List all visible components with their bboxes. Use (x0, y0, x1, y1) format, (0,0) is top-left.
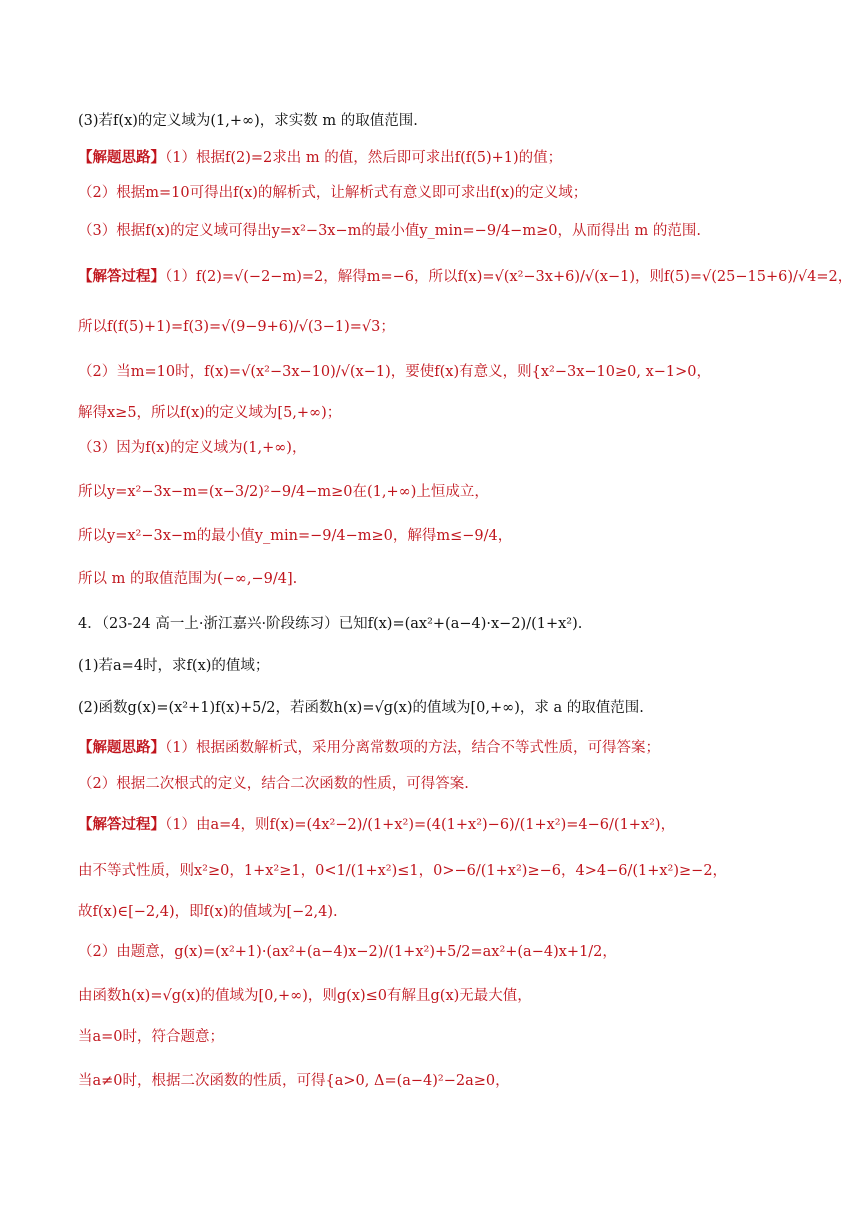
q3-sol-5: （3）因为f(x)的定义域为(1,+∞)， (78, 440, 307, 456)
q3-idea-3: （3）根据f(x)的定义域可得出y=x²−3x−m的最小值y_min=−9/4−m≥0，从而得出 m 的范围. (78, 223, 702, 239)
q4-sol-3: 故f(x)∈[−2,4)，即f(x)的值域为[−2,4). (78, 904, 338, 920)
q4-sol-5: 由函数h(x)=√g(x)的值域为[0,+∞)，则g(x)≤0有解且g(x)无最大值， (78, 988, 532, 1004)
q3-sol-7: 所以y=x²−3x−m的最小值y_min=−9/4−m≥0，解得m≤−9/4， (78, 528, 513, 544)
q3-idea-1: 【解题思路】（1）根据f(2)=2求出 m 的值，然后即可求出f(f(5)+1)的值； (78, 149, 563, 166)
q4-sol-2: 由不等式性质，则x²≥0，1+x²≥1，0<1/(1+x²)≤1，0>−6/(1+x²)≥−6，4>4−6/(1+x²)≥−2， (78, 863, 728, 879)
question-4-title: 4．（23-24 高一上·浙江嘉兴·阶段练习）已知f(x)=(ax²+(a−4)·x−2)/(1+x²). (78, 616, 583, 632)
q4-idea-1: 【解题思路】（1）根据函数解析式，采用分离常数项的方法，结合不等式性质，可得答案； (78, 739, 660, 756)
q4-sol-label: 【解答过程】 (78, 816, 165, 833)
q3-sol-label: 【解答过程】 (78, 268, 165, 285)
question-3-part-3: (3)若f(x)的定义域为(1,+∞)，求实数 m 的取值范围. (78, 113, 418, 129)
q3-idea-2: （2）根据m=10可得出f(x)的解析式，让解析式有意义即可求出f(x)的定义域； (78, 185, 588, 201)
q4-sol-7: 当a≠0时，根据二次函数的性质，可得{a>0, Δ=(a−4)²−2a≥0， (78, 1073, 510, 1089)
question-4-part-1: (1)若a=4时，求f(x)的值域； (78, 658, 270, 674)
q4-idea-label: 【解题思路】 (78, 739, 165, 756)
q3-sol-6: 所以y=x²−3x−m=(x−3/2)²−9/4−m≥0在(1,+∞)上恒成立， (78, 484, 489, 500)
q3-sol-2: 所以f(f(5)+1)=f(3)=√(9−9+6)/√(3−1)=√3； (78, 319, 395, 335)
q3-sol-8: 所以 m 的取值范围为(−∞,−9/4]. (78, 571, 298, 587)
q3-sol-1: 【解答过程】（1）f(2)=√(−2−m)=2，解得m=−6，所以f(x)=√(x²−3x+6)/√(x−1)，则f(5)=√(25−15+6)/√4=2， (78, 268, 853, 285)
q4-idea-2: （2）根据二次根式的定义，结合二次函数的性质，可得答案. (78, 776, 469, 792)
question-4-part-2: (2)函数g(x)=(x²+1)f(x)+5/2，若函数h(x)=√g(x)的值域为[0,+∞)，求 a 的取值范围. (78, 700, 644, 716)
q3-sol-4: 解得x≥5，所以f(x)的定义域为[5,+∞)； (78, 405, 342, 421)
q3-idea-label: 【解题思路】 (78, 149, 165, 166)
q4-sol-1: 【解答过程】（1）由a=4，则f(x)=(4x²−2)/(1+x²)=(4(1+x²)−6)/(1+x²)=4−6/(1+x²)， (78, 816, 676, 833)
q3-sol-3: （2）当m=10时，f(x)=√(x²−3x−10)/√(x−1)，要使f(x)有意义，则{x²−3x−10≥0, x−1>0， (78, 364, 712, 380)
q4-sol-6: 当a=0时，符合题意； (78, 1029, 225, 1045)
q4-sol-4: （2）由题意，g(x)=(x²+1)·(ax²+(a−4)x−2)/(1+x²)+5/2=ax²+(a−4)x+1/2， (78, 944, 617, 960)
